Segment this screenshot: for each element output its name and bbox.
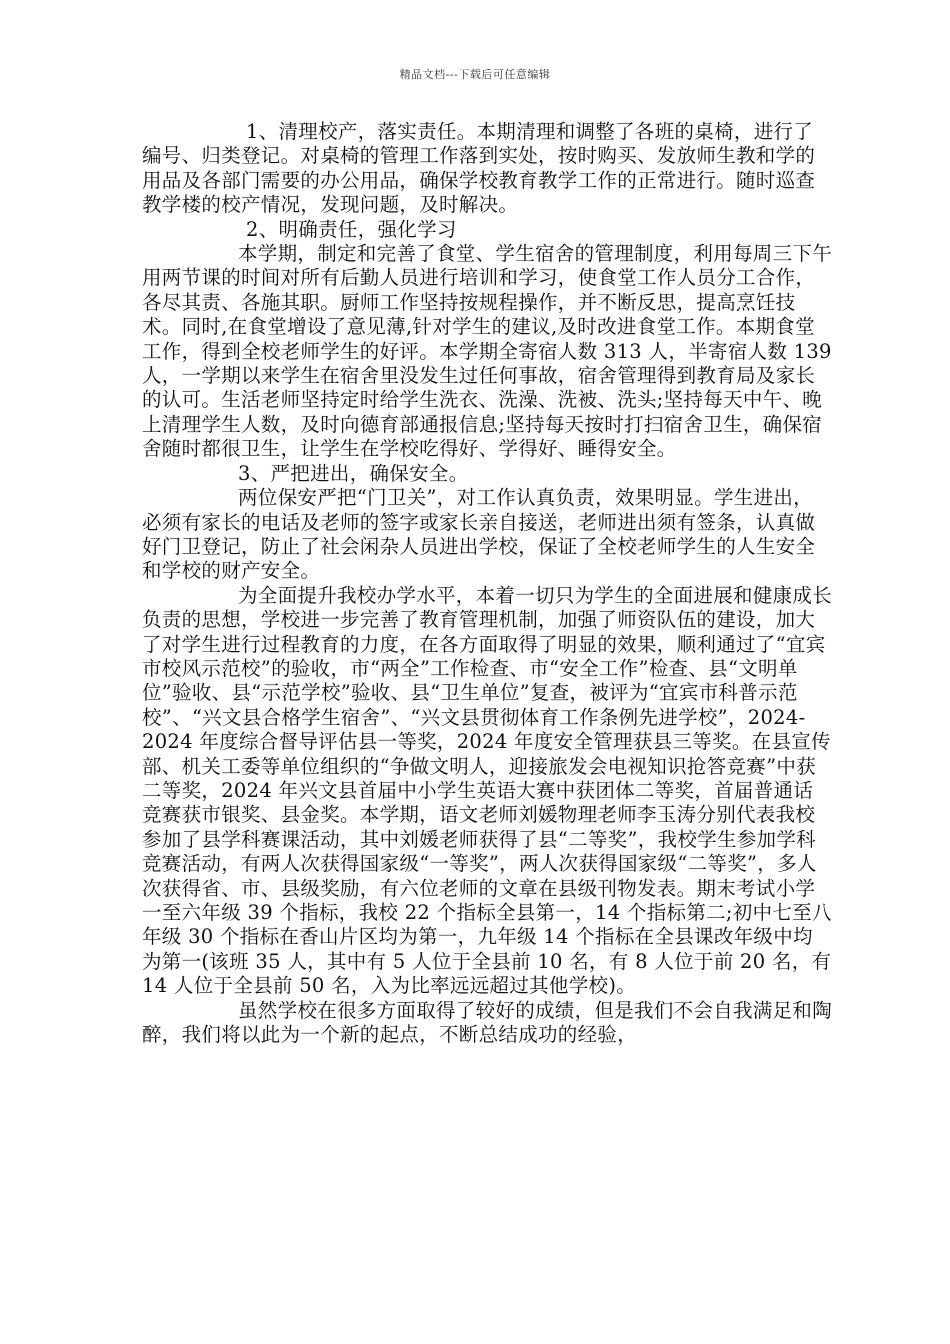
page-header: 精品文档---下载后可任意编辑 [399,68,551,81]
document-body [142,120,832,1047]
paragraph-conclusion: 虽然学校在很多方面取得了较好的成绩，但是我们不会自我满足和陶醉，我们将以此为一个新的起点，不断总结成功的经验， [142,998,833,1047]
paragraph-security-guards: 两位保安严把“门卫关”，对工作认真负责，效果明显。学生进出，必须有家长的电话及老师的签字或家长亲自接送，老师进出须有签条，认真做好门卫登记，防止了社会闲杂人员进出学校，保证了全校老师学生的人生安全和学校的财产安全。 [142,486,816,583]
section-heading-safety: 3、严把进出，确保安全。 [238,461,469,485]
paragraph-asset-cleanup: 1、清理校产，落实责任。本期清理和调整了各班的桌椅，进行了编号、归类登记。对桌椅的管理工作落到实处，按时购买、发放师生教和学的用品及各部门需要的办公用品，确保学校教育教学工作的正常进行。随时巡查教学楼的校产情况，发现问题，及时解决。 [142,120,816,217]
paragraph-canteen-dormitory: 本学期，制定和完善了食堂、学生宿舍的管理制度，利用每周三下午用两节课的时间对所有后勤人员进行培训和学习，使食堂工作人员分工合作，各尽其责、各施其职。厨师工作坚持按规程操作，并不断反思，提高烹饪技术。同时,在食堂增设了意见薄,针对学生的建议,及时改进食堂工作。本期食堂工作，得到全校老师学生的好评。本学期全寄宿人数 313 人，半寄宿人数 139 人，一学期以来学生在宿舍里没发生过任何事故，宿舍管理得到教育局及家长的认可。生活老师坚持定时给学生洗衣、洗澡、洗被、洗头;坚持每天中午、晚上清理学生人数，及时向德育部通报信息;坚持每天按时打扫宿舍卫生，确保宿舍随时都很卫生，让学生在学校吃得好、学得好、睡得安全。 [142,242,833,461]
paragraph-school-achievements: 为全面提升我校办学水平，本着一切只为学生的全面进展和健康成长负责的思想，学校进一步完善了教育管理机制，加强了师资队伍的建设，加大了对学生进行过程教育的力度，在各方面取得了明显的效果，顺利通过了“宜宾市校风示范校”的验收，市“两全”工作检查、市“安全工作”检查、县“文明单位”验收、县“示范学校”验收、县“卫生单位”复查，被评为“宜宾市科普示范校”、“兴文县合格学生宿舍”、“兴文县贯彻体育工作条例先进学校”，2024-2024 年度综合督导评估县一等奖，2024 年度安全管理获县三等奖。在县宣传部、机关工委等单位组织的“争做文明人，迎接旅发会电视知识抢答竞赛”中获二等奖，2024 年兴文县首届中小学生英语大赛中获团体二等奖，首届普通话竞赛获市银奖、县金奖。本学期，语文老师刘媛物理老师李玉涛分别代表我校参加了县学科赛课活动，其中刘媛老师获得了县“二等奖”，我校学生参加学科竞赛活动，有两人次获得国家级“一等奖”，两人次获得国家级“二等奖”，多人次获得省、市、县级奖励，有六位老师的文章在县级刊物发表。期末考试小学一至六年级 39 个指标，我校 22 个指标全县第一，14 个指标第二;初中七至八年级 30 个指标在香山片区均为第一，九年级 14 个指标在全县课改年级中均为第一(该班 35 人，其中有 5 人位于全县前 10 名，有 8 人位于前 20 名，有 14 人位于全县前 50 名，入为比率远远超过其他学校)。 [142,583,833,998]
section-heading-responsibility: 2、明确责任，强化学习 [246,217,457,241]
